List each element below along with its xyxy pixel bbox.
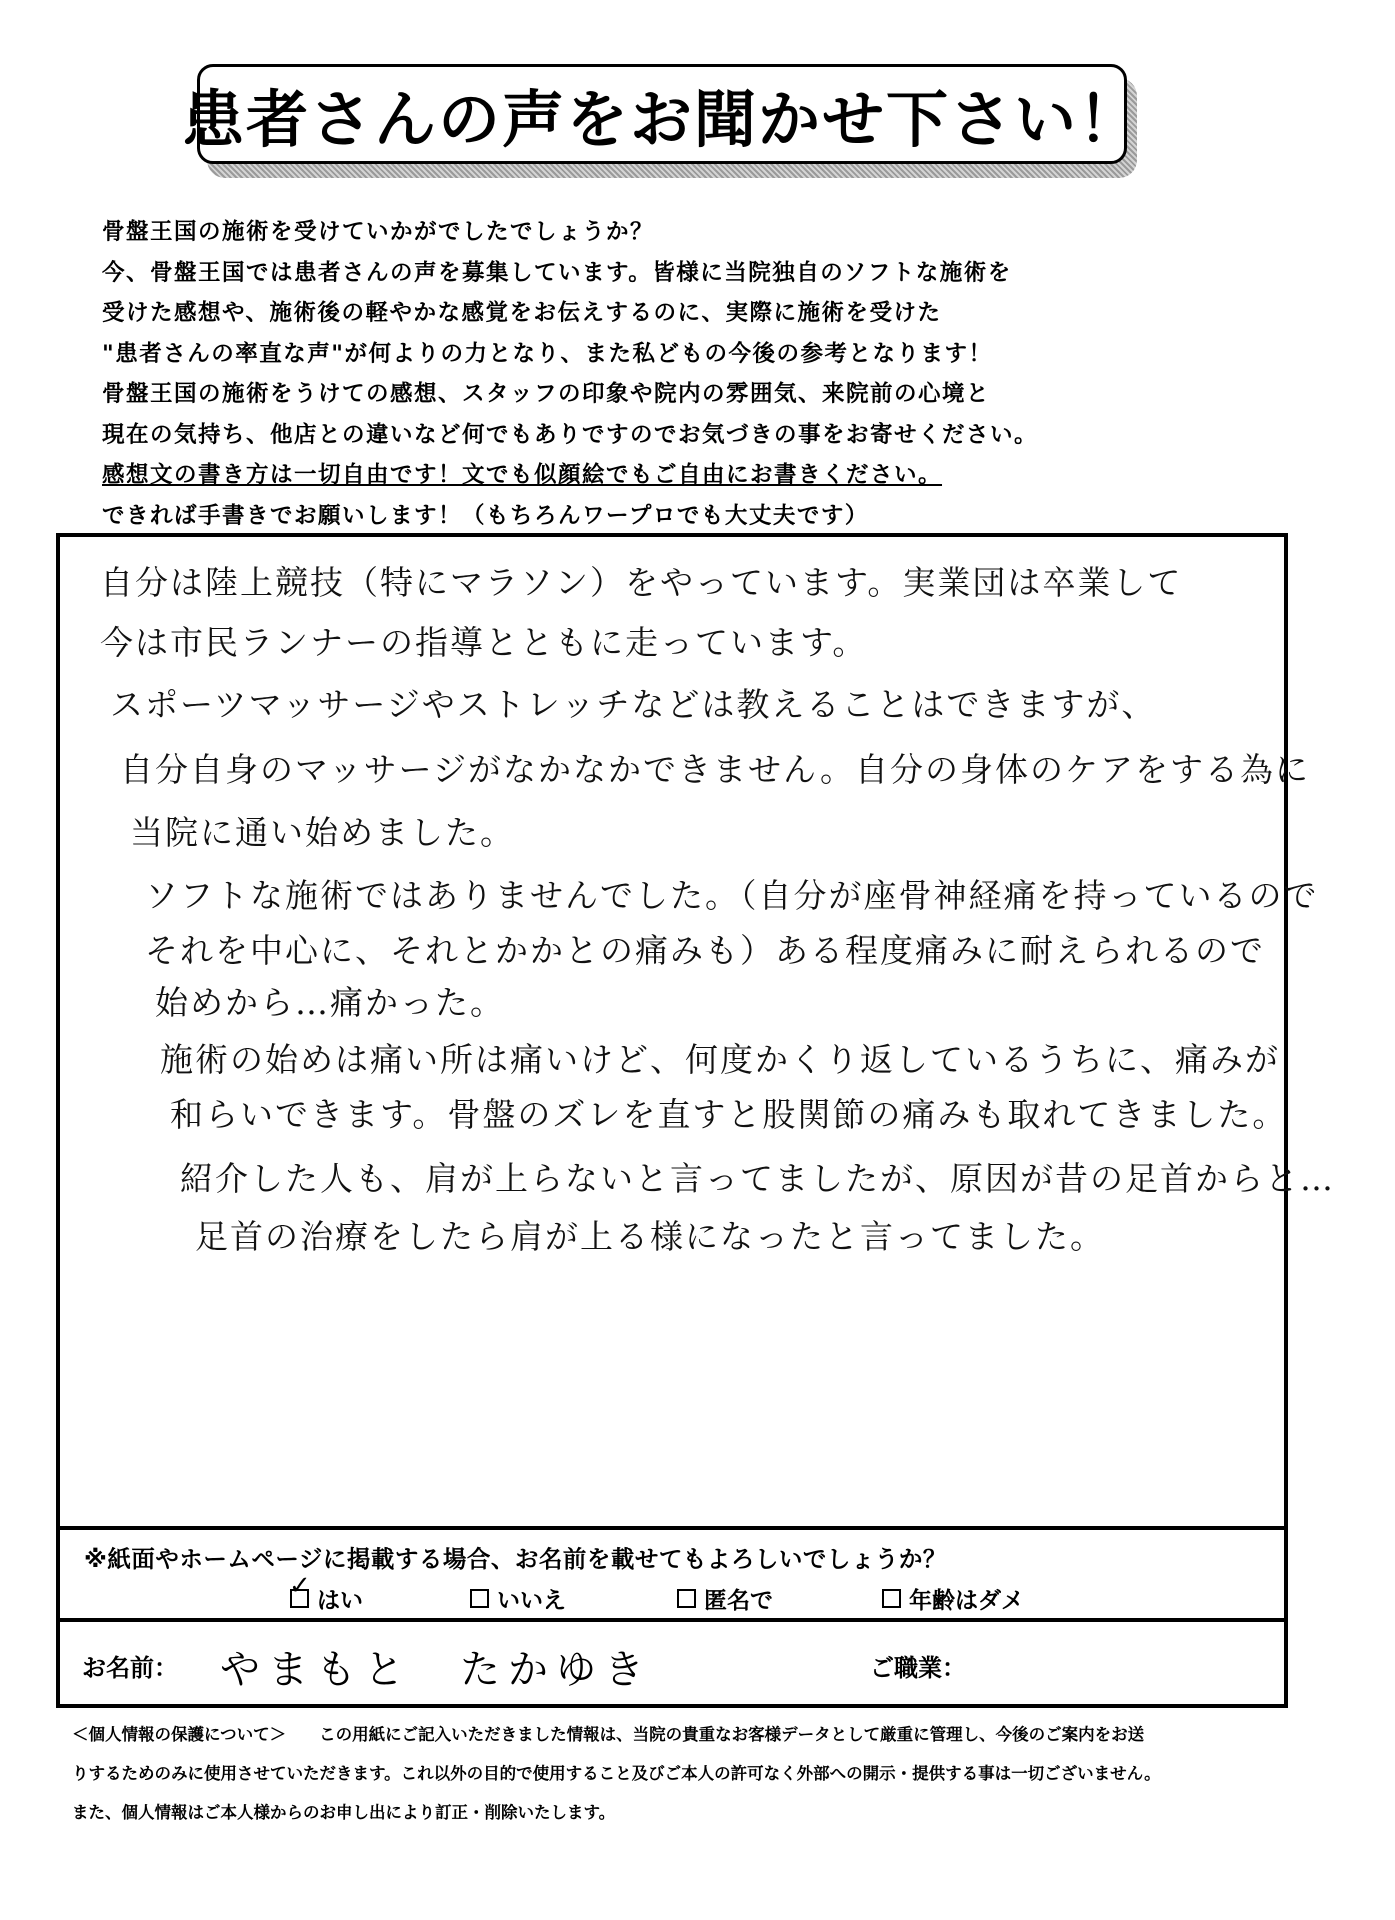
title-banner	[182, 64, 1143, 176]
privacy-line: ＜個人情報の保護について＞ この用紙にご記入いただきました情報は、当院の貴重なお客様データとして厳重に管理し、今後のご案内をお送	[72, 1725, 1145, 1744]
privacy-line: りするためのみに使用させていただきます。これ以外の目的で使用すること及びご本人の許可なく外部への開示・提供する事は一切ございません。	[72, 1764, 1161, 1783]
intro-text	[102, 212, 1302, 536]
comment-line: 足首の治療をしたら肩が上る様になったと言ってました。	[195, 1217, 1105, 1256]
option-label: はい	[317, 1588, 363, 1614]
comment-line: スポーツマッサージやストレッチなどは教えることはできますが、	[110, 685, 1157, 724]
comment-line: 紹介した人も、肩が上らないと言ってましたが、原因が昔の足首からと…	[180, 1159, 1335, 1198]
option-yes[interactable]	[289, 1571, 363, 1615]
intro-line: 骨盤王国の施術を受けていかがでしたでしょうか？	[102, 219, 655, 245]
option-anonymous[interactable]	[677, 1582, 773, 1615]
name-value[interactable]: やまもと たかゆき	[220, 1647, 652, 1693]
comment-line: それを中心に、それとかかとの痛みも）ある程度痛みに耐えられるので	[145, 931, 1265, 970]
privacy-line: また、個人情報はご本人様からのお申し出により訂正・削除いたします。	[72, 1803, 616, 1822]
comment-line: 自分は陸上競技（特にマラソン）をやっています。実業団は卒業して	[100, 563, 1183, 602]
comment-area[interactable]	[60, 537, 1335, 1530]
comment-line: 和らいできます。骨盤のズレを直すと股関節の痛みも取れてきました。	[170, 1095, 1288, 1134]
name-label: お名前：	[82, 1654, 178, 1682]
option-label: いいえ	[497, 1588, 566, 1614]
checkbox-anonymous[interactable]	[677, 1589, 696, 1608]
name-row	[60, 1622, 1284, 1704]
intro-line-emphasis: 感想文の書き方は一切自由です！文でも似顔絵でもご自由にお書きください。	[102, 462, 943, 488]
occupation-label: ご職業：	[870, 1654, 966, 1682]
option-no-age[interactable]	[882, 1582, 1024, 1615]
intro-line: "患者さんの率直な声"が何よりの力となり、また私どもの今後の参考となります！	[102, 340, 993, 367]
comment-line: 施術の始めは痛い所は痛いけど、何度かくり返しているうちに、痛みが	[160, 1040, 1280, 1079]
check-mark-icon: ✓	[289, 1571, 311, 1601]
intro-line: 骨盤王国の施術をうけての感想、スタッフの印象や院内の雰囲気、来院前の心境と	[102, 381, 991, 407]
checkbox-no-age[interactable]	[882, 1589, 901, 1608]
checkbox-yes[interactable]	[289, 1571, 311, 1608]
page-title: 患者さんの声をお聞かせ下さい！	[182, 82, 1143, 156]
consent-question: ※紙面やホームページに掲載する場合、お名前を載せてもよろしいでしょうか？	[84, 1545, 947, 1573]
comment-line: 当院に通い始めました。	[130, 813, 515, 852]
intro-line: 今、骨盤王国では患者さんの声を募集しています。皆様に当院独自のソフトな施術を	[102, 259, 1012, 286]
intro-line: 受けた感想や、施術後の軽やかな感覚をお伝えするのに、実際に施術を受けた	[102, 300, 942, 326]
comment-line: 今は市民ランナーの指導とともに走っています。	[100, 623, 868, 662]
comment-line: 始めから…痛かった。	[155, 983, 505, 1022]
checkbox-no[interactable]	[470, 1589, 489, 1608]
title-box	[182, 64, 1143, 164]
comment-line: 自分自身のマッサージがなかなかできません。自分の身体のケアをする為に	[120, 750, 1310, 789]
intro-line: 現在の気持ち、他店との違いなど何でもありですのでお気づきの事をお寄せください。	[102, 421, 1039, 448]
feedback-form	[56, 533, 1335, 1708]
option-label: 匿名で	[704, 1588, 773, 1614]
name-consent	[60, 1530, 1284, 1622]
privacy-notice	[72, 1715, 1352, 1832]
comment-line: ソフトな施術ではありませんでした。（自分が座骨神経痛を持っているので	[145, 876, 1319, 915]
option-label: 年齢はダメ	[909, 1588, 1024, 1614]
intro-line: できれば手書きでお願いします！（もちろんワープロでも大丈夫です）	[102, 502, 869, 529]
option-no[interactable]	[470, 1582, 566, 1615]
